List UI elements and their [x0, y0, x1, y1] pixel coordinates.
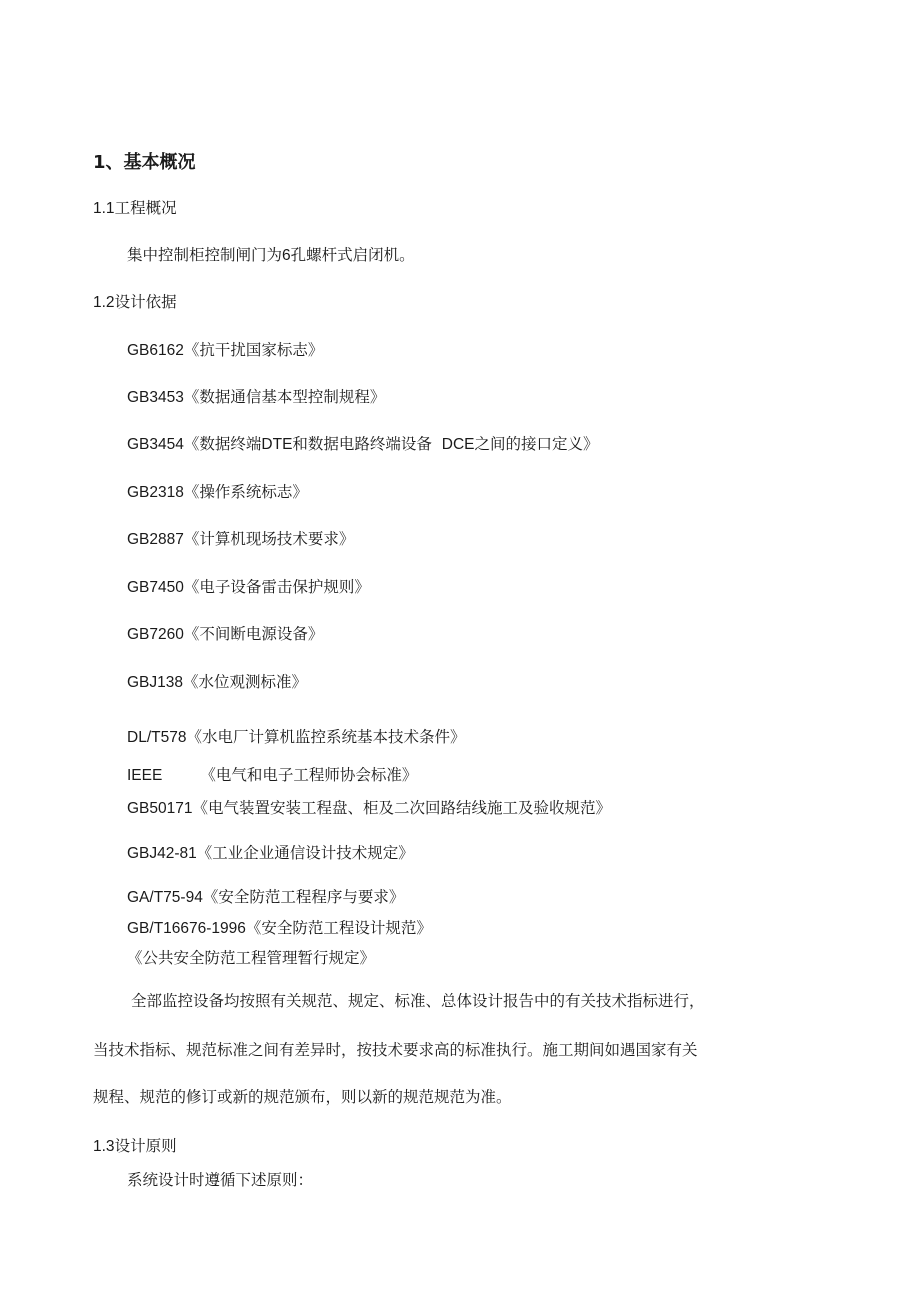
subsection-heading-1-1 [93, 198, 177, 219]
body-paragraph-line: 当技术指标、规范标准之间有差异时，按技术要求高的标准执行。施工期间如遇国家有关 [93, 1041, 698, 1059]
standard-item: IEEE 《电气和电子工程师协会标准》 [127, 766, 418, 784]
subsection-number: 1.1 [93, 200, 115, 217]
subsection-title: 工程概况 [114, 199, 177, 217]
standard-item: GB/T16676-1996《安全防范工程设计规范》 [127, 919, 432, 937]
subsection-title: 设计原则 [114, 1137, 177, 1155]
standard-item: GB2318《操作系统标志》 [127, 483, 308, 501]
standard-item: GB7260《不间断电源设备》 [127, 625, 324, 643]
standard-item: GB6162《抗干扰国家标志》 [127, 341, 324, 359]
standard-item: GBJ138《水位观测标准》 [127, 673, 308, 691]
body-paragraph-line: 全部监控设备均按照有关规范、规定、标准、总体设计报告中的有关技术指标进行， [131, 992, 705, 1010]
section-heading: 1、基本概况 [93, 152, 196, 173]
body-paragraph-line: 规程、规范的修订或新的规范颁布，则以新的规范规范为准。 [93, 1088, 512, 1106]
design-principles-intro: 系统设计时遵循下述原则： [127, 1171, 314, 1189]
project-overview-text: 集中控制柜控制闸门为6孔螺杆式启闭机。 [127, 246, 415, 264]
standard-item: GB3453《数据通信基本型控制规程》 [127, 388, 386, 406]
standard-item: GB2887《计算机现场技术要求》 [127, 530, 355, 548]
subsection-number: 1.3 [93, 1138, 115, 1155]
standard-item: GB7450《电子设备雷击保护规则》 [127, 578, 370, 596]
subsection-title: 设计依据 [114, 293, 177, 311]
standard-item: GBJ42-81《工业企业通信设计技术规定》 [127, 844, 414, 862]
subsection-heading-1-2 [93, 292, 177, 313]
standard-item: GB50171《电气装置安装工程盘、柜及二次回路结线施工及验收规范》 [127, 799, 612, 817]
subsection-number: 1.2 [93, 294, 115, 311]
standard-item: GA/T75-94《安全防范工程程序与要求》 [127, 888, 405, 906]
subsection-heading-1-3 [93, 1136, 177, 1157]
standard-item: 《公共安全防范工程管理暂行规定》 [127, 949, 376, 967]
standard-item: GB3454《数据终端DTE和数据电路终端设备 DCE之间的接口定义》 [127, 435, 599, 453]
standard-item: DL/T578《水电厂计算机监控系统基本技术条件》 [127, 728, 466, 746]
